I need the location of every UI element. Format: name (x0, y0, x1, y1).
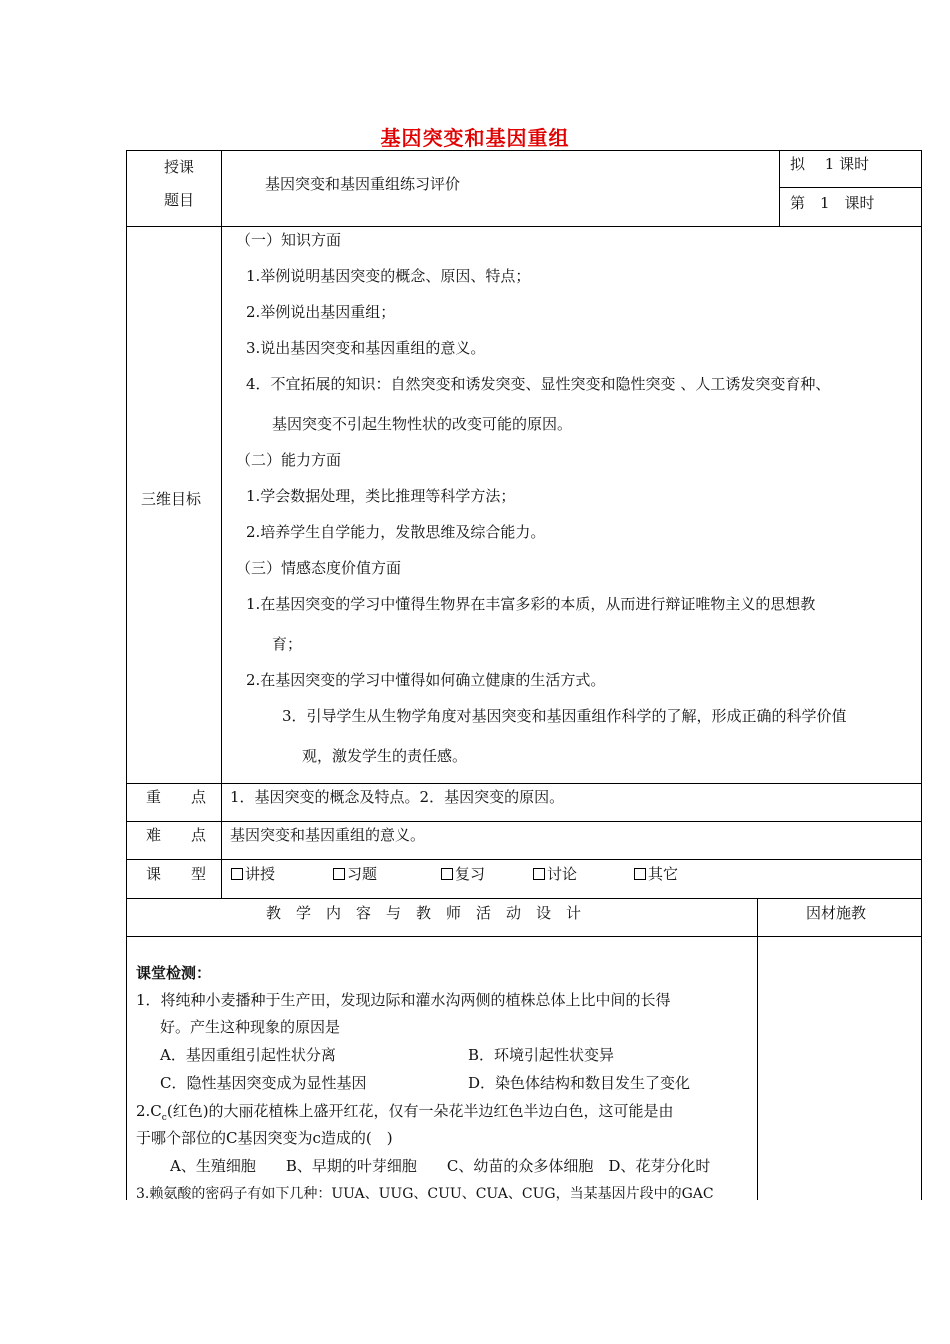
keypoint-label: 重 点 (146, 788, 207, 806)
design-header-rule (126, 936, 922, 937)
checkbox-icon (441, 868, 453, 880)
type-top-rule (126, 859, 922, 860)
goals-line: （二）能力方面 (236, 451, 342, 469)
checkbox-icon (231, 868, 243, 880)
hours-column-rule (779, 150, 780, 226)
header-inner-rule (779, 187, 922, 188)
goals-line: 2.举例说出基因重组； (246, 303, 396, 321)
checkbox-icon (333, 868, 345, 880)
lesson-type-option[interactable]: 复习 (441, 864, 485, 884)
goals-line: 1.在基因突变的学习中懂得生物界在丰富多彩的本质，从而进行辩证唯物主义的思想教 (246, 595, 816, 613)
question-1-option-a: A．基因重组引起性状分离 (160, 1046, 336, 1064)
lesson-type-label: 课 型 (146, 865, 207, 883)
topic-value: 基因突变和基因重组练习评价 (265, 175, 461, 193)
goals-line: 1.举例说明基因突变的概念、原因、特点； (246, 267, 531, 285)
goals-line: 3．引导学生从生物学角度对基因突变和基因重组作科学的了解，形成正确的科学价值 (282, 707, 847, 725)
section-heading: 课堂检测： (136, 964, 212, 982)
goals-line: 2.培养学生自学能力，发散思维及综合能力。 (246, 523, 546, 541)
question-2-options: A、生殖细胞 B、早期的叶芽细胞 C、幼苗的众多体细胞 D、花芽分化时 (170, 1157, 711, 1175)
goals-top-rule (126, 226, 922, 227)
design-header: 教 学 内 容 与 教 师 活 动 设 计 (266, 904, 582, 922)
label-column-rule (221, 150, 222, 898)
goals-line: （一）知识方面 (236, 231, 342, 249)
goals-line: 基因突变不引起生物性状的改变可能的原因。 (272, 415, 573, 433)
topic-label-line1: 授课 (164, 158, 195, 176)
keypoint-top-rule (126, 783, 922, 784)
difficulty-label: 难 点 (146, 826, 207, 844)
question-2-stem: $2.C_c$(红色)的大丽花植株上盛开红花，仅有一朵花半边红色半边白色，这可能是由 (136, 1102, 674, 1123)
goals-label: 三维目标 (141, 490, 202, 508)
table-border-right (921, 150, 922, 1200)
checkbox-icon (533, 868, 545, 880)
checkbox-icon (634, 868, 646, 880)
lesson-type-option[interactable]: 习题 (333, 864, 377, 884)
keypoint-value: 1．基因突变的概念及特点。2．基因突变的原因。 (230, 788, 565, 806)
question-1-stem: 好。产生这种现象的原因是 (160, 1018, 341, 1036)
question-1-stem: 1．将纯种小麦播种于生产田，发现边际和灌水沟两侧的植株总体上比中间的长得 (136, 991, 671, 1009)
page-title: 基因突变和基因重组 (380, 126, 570, 150)
lesson-number: 第 1 课时 (790, 194, 875, 212)
question-1-option-c: C．隐性基因突变成为显性基因 (160, 1074, 367, 1092)
goals-line: 4．不宜拓展的知识：自然突变和诱发突变、显性突变和隐性突变 、人工诱发突变育种、 (246, 375, 831, 393)
question-1-option-d: D．染色体结构和数目发生了变化 (468, 1074, 691, 1092)
goals-line: 观，激发学生的责任感。 (302, 747, 468, 765)
lesson-type-option[interactable]: 讨论 (533, 864, 577, 884)
design-side-header: 因材施教 (806, 904, 867, 922)
question-2-stem: 于哪个部位的C基因突变为c造成的( ) (136, 1129, 393, 1147)
difficulty-value: 基因突变和基因重组的意义。 (230, 826, 426, 844)
lesson-type-option[interactable]: 讲授 (231, 864, 275, 884)
difficulty-top-rule (126, 821, 922, 822)
design-top-rule (126, 898, 922, 899)
lesson-type-option[interactable]: 其它 (634, 864, 678, 884)
question-3-stem: 3.赖氨酸的密码子有如下几种：UUA、UUG、CUU、CUA、CUG，当某基因片段中的GAC (136, 1186, 714, 1202)
question-1-option-b: B．环境引起性状变异 (468, 1046, 615, 1064)
goals-line: （三）情感态度价值方面 (236, 559, 402, 577)
side-column-rule (757, 898, 758, 1200)
topic-label-line2: 题目 (164, 191, 195, 209)
goals-line: 3.说出基因突变和基因重组的意义。 (246, 339, 486, 357)
goals-line: 1.学会数据处理，类比推理等科学方法； (246, 487, 516, 505)
goals-line: 育； (272, 635, 303, 653)
goals-line: 2.在基因突变的学习中懂得如何确立健康的生活方式。 (246, 671, 606, 689)
table-border-top (126, 150, 922, 151)
plan-hours: 拟 1 课时 (790, 155, 870, 173)
table-border-left (126, 150, 127, 1200)
